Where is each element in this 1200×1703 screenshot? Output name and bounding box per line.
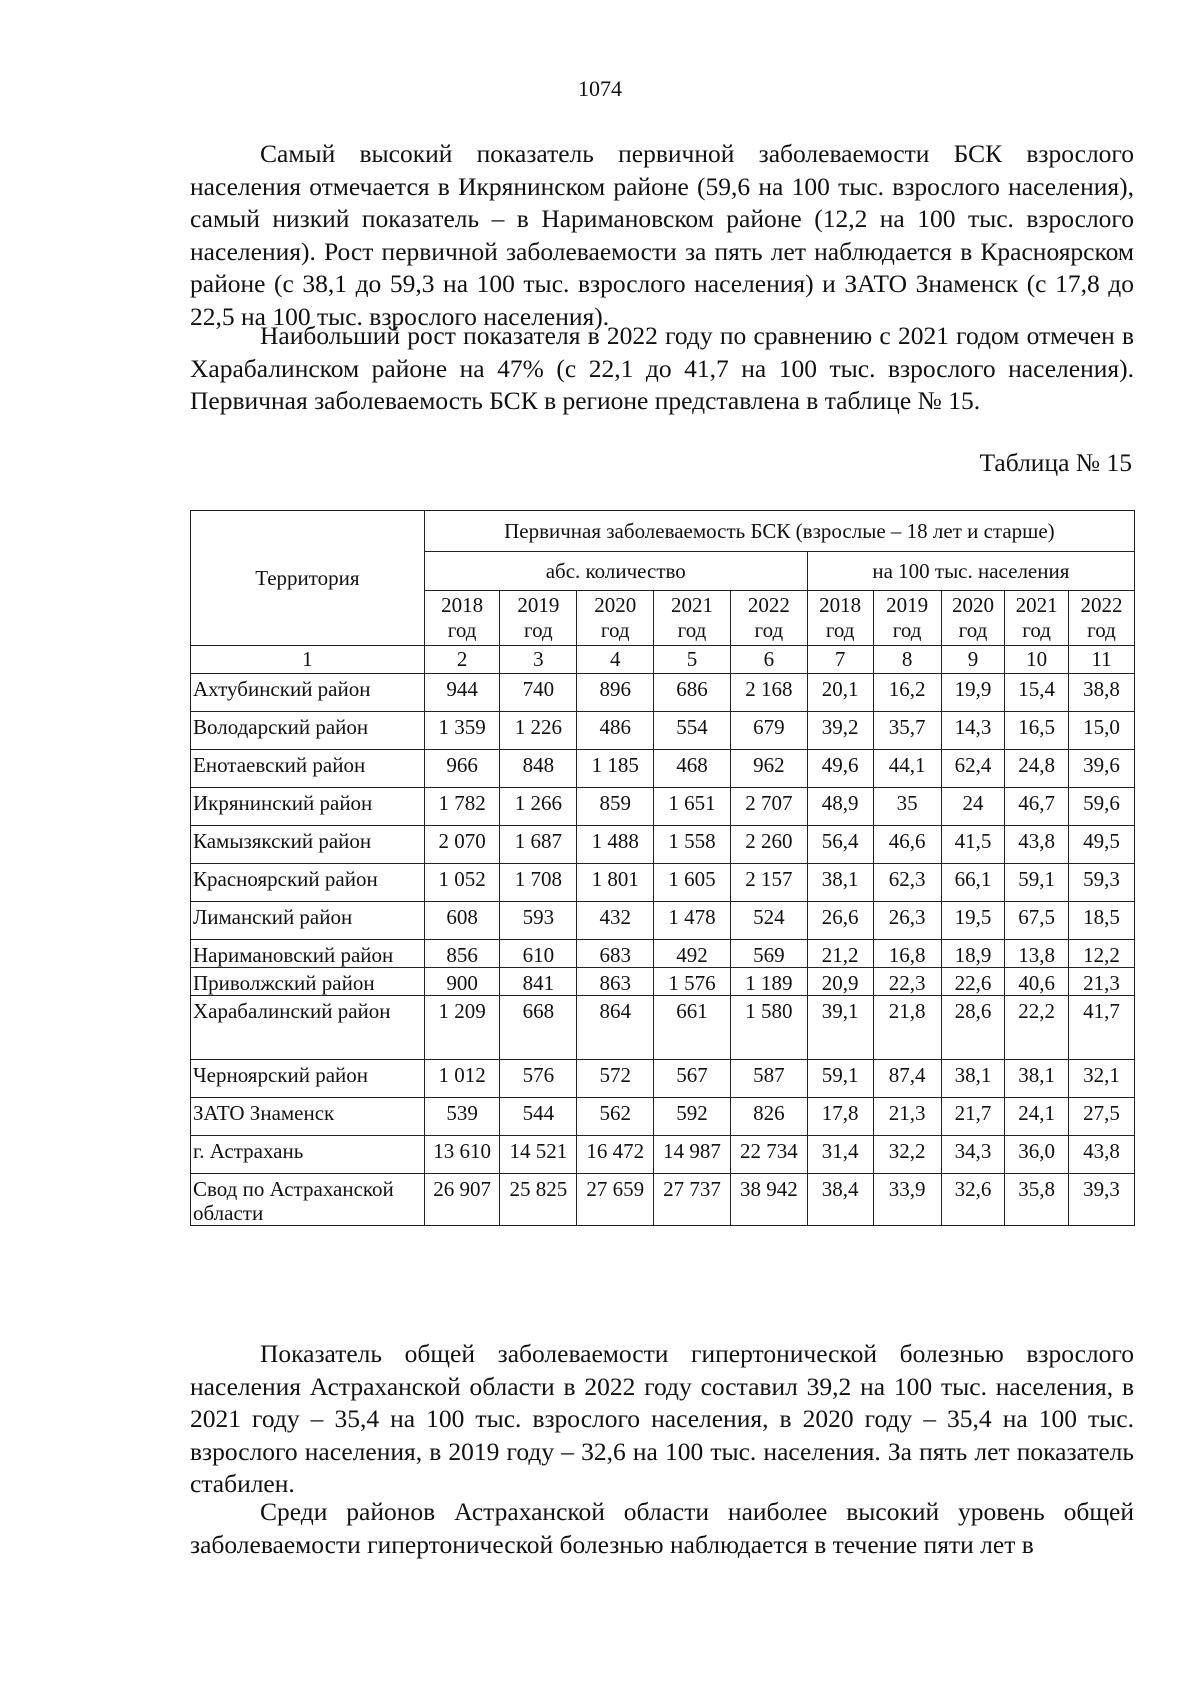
value-cell: 841 [500,968,577,996]
value-cell: 49,6 [807,750,873,788]
year-header: 2019 год [500,591,577,646]
value-cell: 38 942 [730,1174,807,1226]
value-cell: 15,4 [1005,674,1069,712]
value-cell: 1 226 [500,712,577,750]
value-cell: 569 [730,940,807,968]
value-cell: 863 [577,968,654,996]
column-index: 5 [654,646,731,674]
value-cell: 41,5 [941,826,1005,864]
value-cell: 25 825 [500,1174,577,1226]
value-cell: 38,1 [941,1060,1005,1098]
value-cell: 1 580 [730,996,807,1060]
value-cell: 661 [654,996,731,1060]
value-cell: 40,6 [1005,968,1069,996]
column-index: 1 [191,646,425,674]
value-cell: 20,1 [807,674,873,712]
value-cell: 26 907 [424,1174,500,1226]
value-cell: 39,6 [1068,750,1134,788]
value-cell: 944 [424,674,500,712]
value-cell: 19,5 [941,902,1005,940]
value-cell: 16,5 [1005,712,1069,750]
paragraph-3: Показатель общей заболеваемости гипертонической болезнью взрослого населения Астраханской области в 2022 году составил 39,2 на 100 тыс. населения, в 2021 году – 35,4 на 100 тыс. взрослого населения, в 2020 году – 35,4 на 100 тыс. взрослого населения, в 2019 году – 32,6 на 100 тыс. населения. За пять лет показатель стабилен. [190,1339,1134,1499]
value-cell: 18,9 [941,940,1005,968]
year-header: 2020 год [577,591,654,646]
value-cell: 46,7 [1005,788,1069,826]
value-cell: 33,9 [873,1174,941,1226]
value-cell: 572 [577,1060,654,1098]
value-cell: 900 [424,968,500,996]
value-cell: 1 488 [577,826,654,864]
value-cell: 432 [577,902,654,940]
table-row [191,1136,1135,1174]
value-cell: 492 [654,940,731,968]
value-cell: 608 [424,902,500,940]
value-cell: 32,6 [941,1174,1005,1226]
value-cell: 19,9 [941,674,1005,712]
value-cell: 848 [500,750,577,788]
value-cell: 27 659 [577,1174,654,1226]
value-cell: 740 [500,674,577,712]
value-cell: 28,6 [941,996,1005,1060]
value-cell: 13,8 [1005,940,1069,968]
value-cell: 39,1 [807,996,873,1060]
table-row [191,826,1135,864]
value-cell: 41,7 [1068,996,1134,1060]
value-cell: 668 [500,996,577,1060]
value-cell: 32,1 [1068,1060,1134,1098]
value-cell: 1 189 [730,968,807,996]
value-cell: 2 260 [730,826,807,864]
value-cell: 1 801 [577,864,654,902]
territory-cell: Камызякский район [191,826,425,864]
value-cell: 15,0 [1068,712,1134,750]
table-row [191,996,1135,1060]
value-cell: 56,4 [807,826,873,864]
table-row [191,940,1135,968]
value-cell: 27 737 [654,1174,731,1226]
year-header: 2019 год [873,591,941,646]
territory-cell: Черноярский район [191,1060,425,1098]
value-cell: 1 576 [654,968,731,996]
value-cell: 31,4 [807,1136,873,1174]
value-cell: 24 [941,788,1005,826]
value-cell: 49,5 [1068,826,1134,864]
table-caption: Таблица № 15 [979,448,1132,477]
table-row [191,788,1135,826]
value-cell: 48,9 [807,788,873,826]
value-cell: 35 [873,788,941,826]
value-cell: 18,5 [1068,902,1134,940]
value-cell: 1 209 [424,996,500,1060]
value-cell: 62,4 [941,750,1005,788]
value-cell: 2 707 [730,788,807,826]
value-cell: 22,6 [941,968,1005,996]
table-row [191,864,1135,902]
value-cell: 38,8 [1068,674,1134,712]
value-cell: 14 987 [654,1136,731,1174]
value-cell: 562 [577,1098,654,1136]
value-cell: 12,2 [1068,940,1134,968]
value-cell: 59,3 [1068,864,1134,902]
value-cell: 21,3 [1068,968,1134,996]
column-index: 7 [807,646,873,674]
value-cell: 62,3 [873,864,941,902]
incidence-table [190,510,1135,1226]
value-cell: 966 [424,750,500,788]
territory-cell: Свод по Астраханской области [191,1174,425,1226]
value-cell: 17,8 [807,1098,873,1136]
value-cell: 20,9 [807,968,873,996]
value-cell: 1 687 [500,826,577,864]
column-index: 3 [500,646,577,674]
value-cell: 87,4 [873,1060,941,1098]
value-cell: 21,2 [807,940,873,968]
year-header: 2022 год [1068,591,1134,646]
value-cell: 32,2 [873,1136,941,1174]
value-cell: 686 [654,674,731,712]
paragraph-1: Самый высокий показатель первичной заболеваемости БСК взрослого населения отмечается в Икрянинском районе (59,6 на 100 тыс. взрослого населения), самый низкий показатель – в Наримановском районе (12,2 на 100 тыс. взрослого населения). Рост первичной заболеваемости за пять лет наблюдается в Красноярском районе (с 38,1 до 59,3 на 100 тыс. взрослого населения) и ЗАТО Знаменск (с 17,8 до 22,5 на 100 тыс. взрослого населения). [190,139,1134,331]
column-index: 8 [873,646,941,674]
territory-cell: Володарский район [191,712,425,750]
value-cell: 21,7 [941,1098,1005,1136]
value-cell: 16,2 [873,674,941,712]
value-cell: 679 [730,712,807,750]
territory-cell: Икрянинский район [191,788,425,826]
value-cell: 1 359 [424,712,500,750]
value-cell: 2 157 [730,864,807,902]
column-index: 2 [424,646,500,674]
table-row [191,968,1135,996]
value-cell: 856 [424,940,500,968]
territory-cell: Енотаевский район [191,750,425,788]
value-cell: 44,1 [873,750,941,788]
paragraph-2: Наибольший рост показателя в 2022 году по сравнению с 2021 годом отмечен в Харабалинском районе на 47% (с 22,1 до 41,7 на 100 тыс. взрослого населения). Первичная заболеваемость БСК в регионе представлена в таблице № 15. [190,321,1134,416]
value-cell: 24,1 [1005,1098,1069,1136]
territory-header: Территория [191,511,425,646]
value-cell: 16 472 [577,1136,654,1174]
territory-cell: Приволжский район [191,968,425,996]
value-cell: 1 605 [654,864,731,902]
value-cell: 13 610 [424,1136,500,1174]
value-cell: 1 651 [654,788,731,826]
value-cell: 39,2 [807,712,873,750]
value-cell: 2 168 [730,674,807,712]
value-cell: 35,7 [873,712,941,750]
column-index: 11 [1068,646,1134,674]
value-cell: 468 [654,750,731,788]
page-number: 1074 [578,76,622,101]
territory-cell: Лиманский район [191,902,425,940]
value-cell: 896 [577,674,654,712]
paragraph-4: Среди районов Астраханской области наиболее высокий уровень общей заболеваемости гипертонической болезнью наблюдается в течение пяти лет в [190,1497,1134,1559]
value-cell: 826 [730,1098,807,1136]
value-cell: 36,0 [1005,1136,1069,1174]
value-cell: 21,8 [873,996,941,1060]
value-cell: 59,1 [1005,864,1069,902]
value-cell: 592 [654,1098,731,1136]
table-row [191,1098,1135,1136]
year-header: 2018 год [424,591,500,646]
value-cell: 14 521 [500,1136,577,1174]
table-row [191,750,1135,788]
value-cell: 610 [500,940,577,968]
value-cell: 35,8 [1005,1174,1069,1226]
group-header: Первичная заболеваемость БСК (взрослые – 18 лет и старше) [424,511,1134,552]
value-cell: 683 [577,940,654,968]
value-cell: 1 185 [577,750,654,788]
value-cell: 962 [730,750,807,788]
value-cell: 67,5 [1005,902,1069,940]
territory-cell: Красноярский район [191,864,425,902]
value-cell: 22,2 [1005,996,1069,1060]
value-cell: 1 266 [500,788,577,826]
value-cell: 14,3 [941,712,1005,750]
value-cell: 59,6 [1068,788,1134,826]
value-cell: 39,3 [1068,1174,1134,1226]
value-cell: 2 070 [424,826,500,864]
year-header: 2021 год [1005,591,1069,646]
value-cell: 22,3 [873,968,941,996]
value-cell: 21,3 [873,1098,941,1136]
table-row [191,902,1135,940]
value-cell: 46,6 [873,826,941,864]
value-cell: 22 734 [730,1136,807,1174]
territory-cell: ЗАТО Знаменск [191,1098,425,1136]
value-cell: 66,1 [941,864,1005,902]
year-header: 2018 год [807,591,873,646]
value-cell: 16,8 [873,940,941,968]
value-cell: 26,3 [873,902,941,940]
value-cell: 859 [577,788,654,826]
table-row [191,674,1135,712]
value-cell: 554 [654,712,731,750]
column-index: 4 [577,646,654,674]
value-cell: 864 [577,996,654,1060]
abs-count-header: абс. количество [424,552,807,591]
value-cell: 587 [730,1060,807,1098]
table-row [191,712,1135,750]
value-cell: 34,3 [941,1136,1005,1174]
column-index: 9 [941,646,1005,674]
value-cell: 1 478 [654,902,731,940]
value-cell: 544 [500,1098,577,1136]
value-cell: 27,5 [1068,1098,1134,1136]
year-header: 2020 год [941,591,1005,646]
value-cell: 524 [730,902,807,940]
territory-cell: Наримановский район [191,940,425,968]
value-cell: 593 [500,902,577,940]
value-cell: 43,8 [1068,1136,1134,1174]
value-cell: 38,1 [1005,1060,1069,1098]
value-cell: 59,1 [807,1060,873,1098]
year-header: 2022 год [730,591,807,646]
value-cell: 24,8 [1005,750,1069,788]
value-cell: 1 708 [500,864,577,902]
table-row [191,1060,1135,1098]
column-index: 6 [730,646,807,674]
table-row [191,1174,1135,1226]
value-cell: 1 052 [424,864,500,902]
value-cell: 576 [500,1060,577,1098]
value-cell: 567 [654,1060,731,1098]
value-cell: 539 [424,1098,500,1136]
value-cell: 26,6 [807,902,873,940]
rate-header: на 100 тыс. населения [807,552,1134,591]
value-cell: 486 [577,712,654,750]
value-cell: 1 782 [424,788,500,826]
value-cell: 43,8 [1005,826,1069,864]
territory-cell: Ахтубинский район [191,674,425,712]
year-header: 2021 год [654,591,731,646]
territory-cell: Харабалинский район [191,996,425,1060]
value-cell: 1 558 [654,826,731,864]
value-cell: 38,4 [807,1174,873,1226]
territory-cell: г. Астрахань [191,1136,425,1174]
value-cell: 1 012 [424,1060,500,1098]
value-cell: 38,1 [807,864,873,902]
column-index: 10 [1005,646,1069,674]
